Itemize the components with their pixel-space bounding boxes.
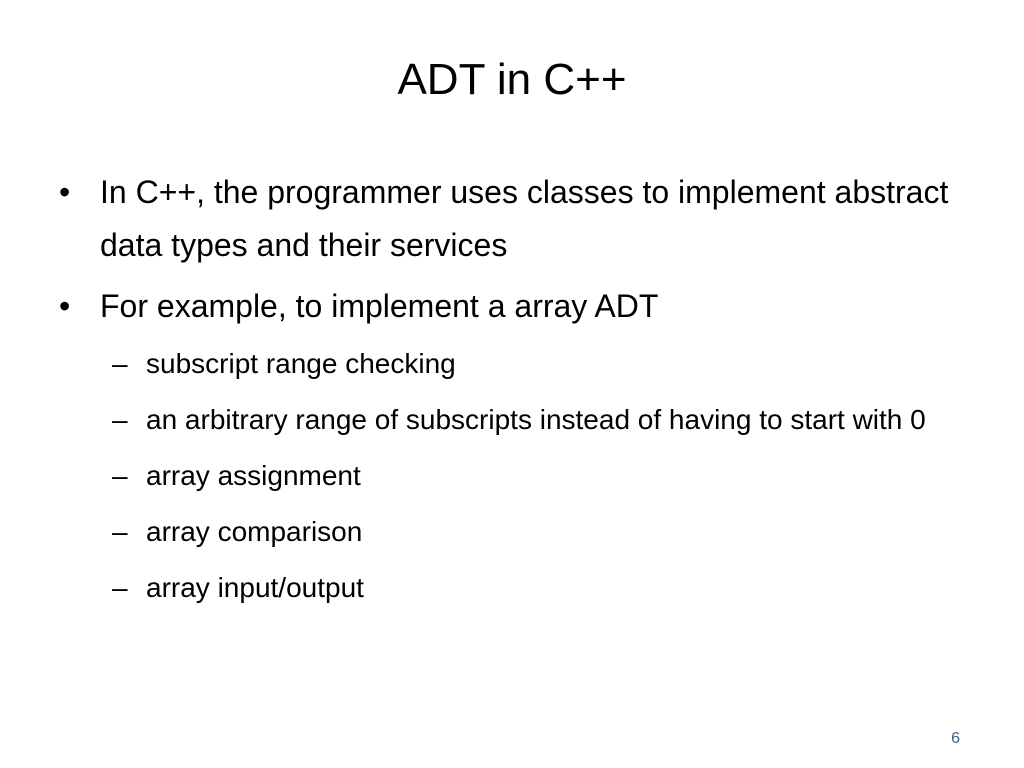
sub-bullet-marker: – xyxy=(112,348,128,379)
bullet-text: In C++, the programmer uses classes to implement abstract data types and their services xyxy=(100,174,949,263)
bullet-marker: • xyxy=(59,288,71,324)
sub-bullet-marker: – xyxy=(112,460,128,491)
slide-title: ADT in C++ xyxy=(397,55,627,104)
sub-bullet-item xyxy=(56,565,956,611)
sub-bullet-text: array input/output xyxy=(146,572,364,603)
sub-bullet-item xyxy=(56,509,956,555)
bullet-item xyxy=(56,280,956,333)
sub-bullet-item xyxy=(56,341,956,387)
sub-bullet-text: array assignment xyxy=(146,460,361,491)
sub-bullet-text: subscript range checking xyxy=(146,348,456,379)
bullet-item xyxy=(56,166,956,272)
sub-bullet-item xyxy=(56,453,956,499)
sub-bullet-marker: – xyxy=(112,404,128,435)
bullet-marker: • xyxy=(59,174,71,210)
sub-bullet-marker: – xyxy=(112,572,128,603)
sub-bullet-text: an arbitrary range of subscripts instead of having to start with 0 xyxy=(146,404,926,435)
page-number: 6 xyxy=(951,730,960,747)
sub-bullet-item xyxy=(56,397,956,443)
sub-bullet-marker: – xyxy=(112,516,128,547)
slide-body xyxy=(56,166,956,621)
sub-bullet-text: array comparison xyxy=(146,516,363,547)
bullet-text: For example, to implement a array ADT xyxy=(100,288,659,324)
